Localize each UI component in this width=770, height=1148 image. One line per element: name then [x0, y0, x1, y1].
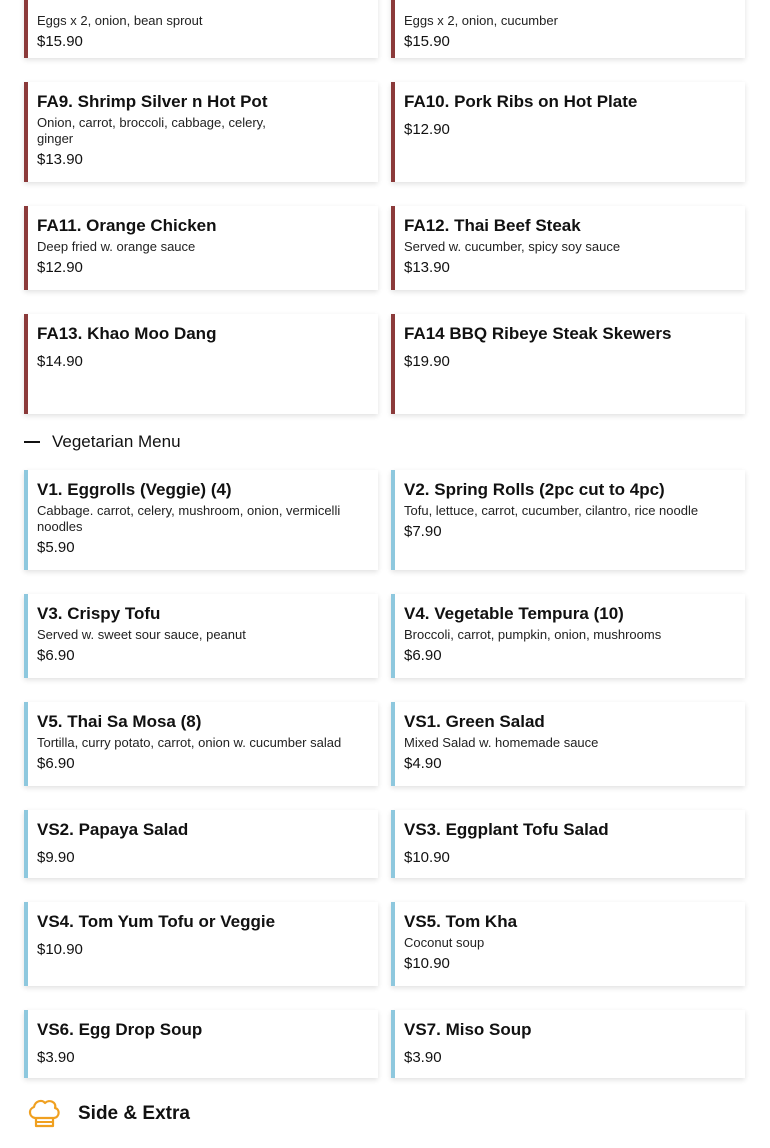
- item-price: $6.90: [37, 755, 75, 772]
- section-title: Side & Extra: [78, 1103, 190, 1124]
- item-name: FA13. Khao Moo Dang: [37, 324, 217, 343]
- item-name: VS4. Tom Yum Tofu or Veggie: [37, 912, 276, 931]
- item-name: FA9. Shrimp Silver n Hot Pot: [37, 92, 268, 111]
- item-description: Served w. sweet sour sauce, peanut: [37, 627, 246, 642]
- item-name: V1. Eggrolls (Veggie) (4): [37, 480, 232, 499]
- item-price: $9.90: [37, 849, 75, 866]
- item-price: $4.90: [404, 755, 442, 772]
- item-price: $7.90: [404, 523, 442, 540]
- item-price: $19.90: [404, 353, 450, 370]
- item-price: $10.90: [404, 955, 450, 972]
- menu-item-card[interactable]: [391, 594, 745, 678]
- item-description: Eggs x 2, onion, cucumber: [404, 13, 558, 28]
- item-name: VS7. Miso Soup: [404, 1020, 532, 1039]
- item-description: Eggs x 2, onion, bean sprout: [37, 13, 203, 28]
- item-name: VS6. Egg Drop Soup: [37, 1020, 203, 1039]
- item-description: Onion, carrot, broccoli, cabbage, celery, ginger: [37, 115, 266, 146]
- item-name: V4. Vegetable Tempura (10): [404, 604, 624, 623]
- item-name: VS1. Green Salad: [404, 712, 545, 731]
- item-price: $6.90: [404, 647, 442, 664]
- item-name: VS3. Eggplant Tofu Salad: [404, 820, 609, 839]
- item-name: FA14 BBQ Ribeye Steak Skewers: [404, 324, 672, 343]
- chef-hat-icon: [26, 1096, 62, 1132]
- collapse-minus-icon: [24, 441, 40, 443]
- menu-item-card[interactable]: [391, 902, 745, 986]
- item-description: Served w. cucumber, spicy soy sauce: [404, 239, 621, 254]
- menu-item-card[interactable]: [24, 702, 378, 786]
- item-description: Deep fried w. orange sauce: [37, 239, 196, 254]
- item-name: FA11. Orange Chicken: [37, 216, 217, 235]
- item-description: Tortilla, curry potato, carrot, onion w. cucumber salad: [37, 735, 342, 750]
- menu-item-card[interactable]: [391, 702, 745, 786]
- item-description: Mixed Salad w. homemade sauce: [404, 735, 599, 750]
- menu-item-card[interactable]: [391, 82, 745, 182]
- item-price: $5.90: [37, 539, 75, 556]
- menu-item-card[interactable]: [24, 810, 378, 878]
- item-price: $10.90: [37, 941, 83, 958]
- item-price: $3.90: [37, 1049, 75, 1066]
- item-price: $10.90: [404, 849, 450, 866]
- menu-item-card[interactable]: [391, 810, 745, 878]
- item-price: $15.90: [404, 33, 450, 50]
- menu-item-card[interactable]: [391, 1010, 745, 1078]
- menu-item-card[interactable]: [24, 902, 378, 986]
- item-name: VS2. Papaya Salad: [37, 820, 189, 839]
- item-price: $13.90: [37, 151, 83, 168]
- item-price: $12.90: [37, 259, 83, 276]
- item-description: Tofu, lettuce, carrot, cucumber, cilantro, rice noodle: [404, 503, 699, 518]
- item-description: Coconut soup: [404, 935, 485, 950]
- vegetarian-section-toggle[interactable]: [24, 432, 181, 452]
- menu-item-card[interactable]: [391, 206, 745, 290]
- item-description: Broccoli, carrot, pumpkin, onion, mushrooms: [404, 627, 662, 642]
- item-price: $12.90: [404, 121, 450, 138]
- item-price: $3.90: [404, 1049, 442, 1066]
- menu-item-card[interactable]: [391, 0, 745, 58]
- item-name: VS5. Tom Kha: [404, 912, 518, 931]
- item-price: $6.90: [37, 647, 75, 664]
- item-price: $14.90: [37, 353, 83, 370]
- item-name: FA12. Thai Beef Steak: [404, 216, 581, 235]
- item-name: V2. Spring Rolls (2pc cut to 4pc): [404, 480, 665, 499]
- menu-item-card[interactable]: [24, 314, 378, 414]
- item-name: V5. Thai Sa Mosa (8): [37, 712, 202, 731]
- menu-item-card[interactable]: [24, 206, 378, 290]
- item-description: Cabbage. carrot, celery, mushroom, onion, vermicelli noodles: [37, 503, 341, 534]
- menu-item-card[interactable]: [24, 470, 378, 570]
- item-name: V3. Crispy Tofu: [37, 604, 161, 623]
- menu-item-card[interactable]: [24, 594, 378, 678]
- menu-item-card[interactable]: [24, 0, 378, 58]
- item-name: FA10. Pork Ribs on Hot Plate: [404, 92, 638, 111]
- menu-item-card[interactable]: [391, 470, 745, 570]
- menu-item-card[interactable]: [391, 314, 745, 414]
- menu-item-card[interactable]: [24, 82, 378, 182]
- item-price: $15.90: [37, 33, 83, 50]
- menu-item-card[interactable]: [24, 1010, 378, 1078]
- item-price: $13.90: [404, 259, 450, 276]
- section-title: Vegetarian Menu: [52, 432, 181, 451]
- side-extra-section-header[interactable]: [26, 1096, 190, 1132]
